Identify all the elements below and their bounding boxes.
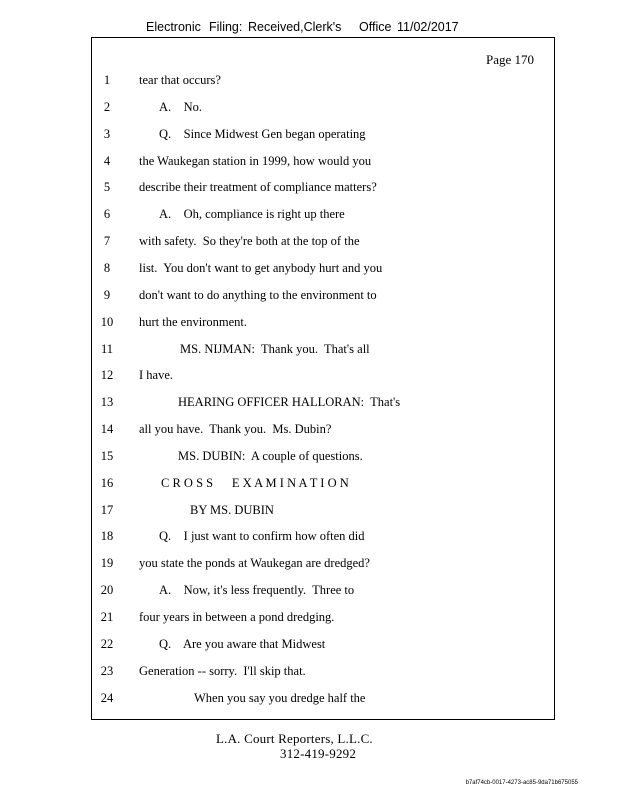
line-text: Generation -- sorry. I'll skip that. xyxy=(139,663,306,678)
transcript-line xyxy=(92,312,554,332)
line-text: Q. I just want to confirm how often did xyxy=(159,529,365,544)
line-number: 11 xyxy=(100,341,114,356)
filing-stamp-date: 11/02/2017 xyxy=(397,20,459,34)
line-number: 10 xyxy=(100,314,114,329)
transcript-line xyxy=(92,70,554,90)
transcript-line xyxy=(92,553,554,573)
transcript-line xyxy=(92,419,554,439)
transcript-line xyxy=(92,634,554,654)
line-number: 19 xyxy=(100,556,114,571)
transcript-line xyxy=(92,500,554,520)
line-text: A. No. xyxy=(159,99,203,114)
line-text: A. Now, it's less frequently. Three to xyxy=(159,583,355,598)
filing-stamp-electronic: Electronic xyxy=(146,20,201,34)
transcript-line xyxy=(92,473,554,493)
line-number: 7 xyxy=(103,234,111,249)
line-number: 17 xyxy=(100,502,114,517)
filing-stamp-office: Office xyxy=(359,20,392,34)
transcript-line xyxy=(92,204,554,224)
transcript-line xyxy=(92,151,554,171)
line-text: C R O S S E X A M I N A T I O N xyxy=(161,475,349,490)
line-text: MS. DUBIN: A couple of questions. xyxy=(178,448,363,463)
line-number: 9 xyxy=(103,287,111,302)
line-number: 3 xyxy=(103,126,111,141)
transcript-line xyxy=(92,339,554,359)
line-text: all you have. Thank you. Ms. Dubin? xyxy=(139,422,332,437)
line-text: A. Oh, compliance is right up there xyxy=(159,207,345,222)
line-number: 4 xyxy=(103,153,111,168)
transcript-line xyxy=(92,97,554,117)
line-number: 18 xyxy=(100,529,114,544)
line-number: 24 xyxy=(100,690,114,705)
line-number: 14 xyxy=(100,422,114,437)
line-number: 23 xyxy=(100,663,114,678)
line-text: BY MS. DUBIN xyxy=(190,502,274,517)
line-text: Q. Are you aware that Midwest xyxy=(159,636,326,651)
line-number: 5 xyxy=(103,180,111,195)
line-number: 21 xyxy=(100,610,114,624)
line-text: four years in between a pond dredging. xyxy=(139,610,335,624)
line-number: 1 xyxy=(103,73,111,87)
page-number: Page 170 xyxy=(485,52,534,67)
transcript-line xyxy=(92,177,554,197)
reporter-name: L.A. Court Reporters, L.L.C. xyxy=(216,731,373,746)
line-text: tear that occurs? xyxy=(139,73,221,87)
line-number: 15 xyxy=(100,448,114,463)
line-number: 20 xyxy=(100,583,114,598)
transcript-line xyxy=(92,231,554,251)
line-text: list. You don't want to get anybody hurt and you xyxy=(139,260,383,275)
transcript-line xyxy=(92,258,554,278)
filing-stamp-header xyxy=(0,18,618,38)
line-text: describe their treatment of compliance matters? xyxy=(139,180,377,195)
line-number: 13 xyxy=(100,395,114,410)
document-id: b7af74cb-0017-4273-ac85-9da71b675055 xyxy=(465,780,578,786)
line-number: 6 xyxy=(103,207,111,222)
line-number: 22 xyxy=(100,636,114,651)
line-text: don't want to do anything to the environment to xyxy=(139,287,377,302)
transcript-line xyxy=(92,392,554,412)
transcript-line xyxy=(92,446,554,466)
line-text: HEARING OFFICER HALLORAN: That's xyxy=(178,395,401,410)
reporter-phone: 312-419-9292 xyxy=(280,746,357,761)
line-text: the Waukegan station in 1999, how would you xyxy=(139,153,372,168)
line-text: MS. NIJMAN: Thank you. That's all xyxy=(180,341,370,356)
transcript-page xyxy=(91,37,555,720)
line-number: 8 xyxy=(103,260,111,275)
filing-stamp-filing: Filing: xyxy=(209,20,243,34)
line-text: I have. xyxy=(139,368,174,383)
filing-stamp-received: Received,Clerk's xyxy=(248,20,342,34)
transcript-line xyxy=(92,124,554,144)
line-text: Q. Since Midwest Gen began operating xyxy=(159,126,366,141)
transcript-line xyxy=(92,365,554,385)
line-number: 2 xyxy=(103,99,111,114)
line-text: When you say you dredge half the xyxy=(194,690,366,705)
transcript-line xyxy=(92,688,554,708)
transcript-line xyxy=(92,526,554,546)
transcript-line xyxy=(92,661,554,681)
transcript-line xyxy=(92,607,554,627)
transcript-line xyxy=(92,285,554,305)
line-number: 12 xyxy=(100,368,114,383)
transcript-line xyxy=(92,580,554,600)
line-text: hurt the environment. xyxy=(139,314,247,329)
line-text: with safety. So they're both at the top of the xyxy=(139,234,360,249)
line-number: 16 xyxy=(100,475,114,490)
line-text: you state the ponds at Waukegan are dredged? xyxy=(139,556,370,571)
